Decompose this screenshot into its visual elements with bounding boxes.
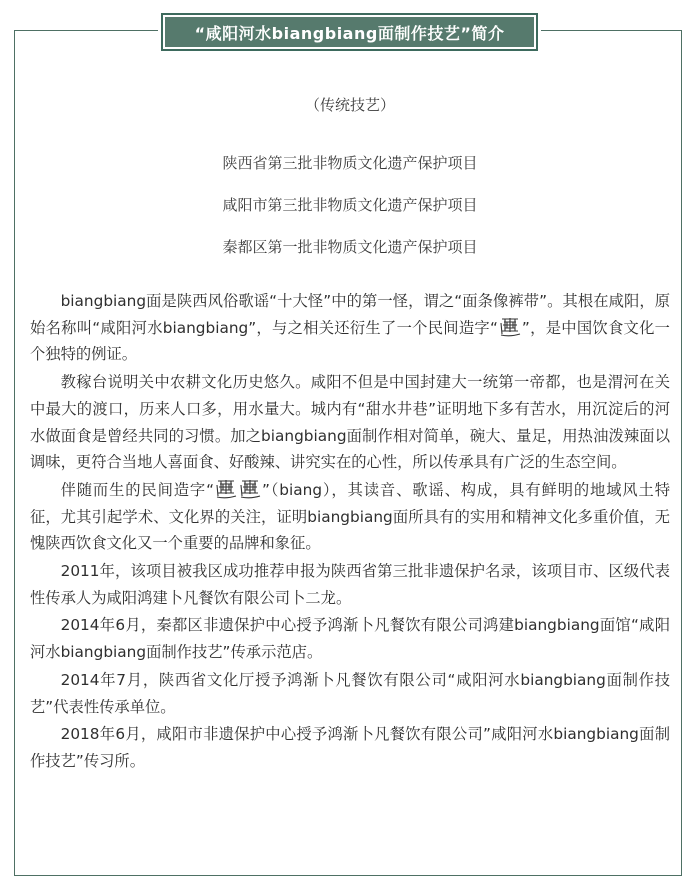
- paragraph-2014-july: 2014年7月，陕西省文化厅授予鸿渐卜凡餐饮有限公司“咸阳河水biangbiang面制作技艺”代表性传承单位。: [30, 670, 670, 716]
- category-label: （传统技艺）: [304, 96, 395, 114]
- paragraph-origin: biangbiang面是陕西风俗歌谣“十大怪”中的第一怪，谓之“面条像裤带”。其根在咸阳，原始名称叫“咸阳河水biangbiang”，与之相关还衍生了一个民间造字“ ”，是中国饮食文化一个独特的例证。: [30, 292, 670, 364]
- paragraph-2014-june: 2014年6月，秦都区非遗保护中心授予鸿渐卜凡餐饮有限公司鸿建biangbiang面馆“咸阳河水biangbiang面制作技艺”传承示范店。: [30, 616, 670, 662]
- title-banner: [158, 10, 541, 54]
- biang-character-icon: [499, 317, 521, 337]
- designation-district: 秦都区第一批非物质文化遗产保护项目: [222, 238, 478, 256]
- paragraph-2018: 2018年6月，咸阳市非遗保护中心授予鸿渐卜凡餐饮有限公司”咸阳河水biangbiang面制作技艺”传习所。: [30, 725, 670, 770]
- paragraph-character: 伴随而生的民间造字“ ”（biang），其读音、歌谣、构成，具有鲜明的地域风土特征，尤其引起学术、文化界的关注，证明biangbiang面所具有的实用和精神文化多重价值，无愧陕西饮食文化又一个重要的品牌和象征。: [30, 480, 670, 553]
- biang-character-icon: [215, 479, 237, 499]
- designation-city: 咸阳市第三批非物质文化遗产保护项目: [222, 196, 478, 214]
- intro-body: [30, 288, 670, 776]
- designation-province: 陕西省第三批非物质文化遗产保护项目: [222, 154, 478, 172]
- page-title: “咸阳河水biangbiang面制作技艺”简介: [165, 17, 534, 47]
- paragraph-history: 教稼台说明关中农耕文化历史悠久。咸阳不但是中国封建大一统第一帝都，也是渭河在关中最大的渡口，历来人口多，用水量大。城内有“甜水井巷”证明地下多有苦水，用沉淀后的河水做面食是曾经共同的习惯。加之biangbiang面制作相对简单，碗大、量足，用热油泼辣面以调味，更符合当地人喜面食、好酸辣、讲究实在的心性，所以传承具有广泛的生态空间。: [30, 373, 670, 472]
- biang-character-icon: [239, 479, 261, 499]
- paragraph-2011: 2011年，该项目被我区成功推荐申报为陕西省第三批非遗保护名录，该项目市、区级代表性传承人为咸阳鸿建卜凡餐饮有限公司卜二龙。: [30, 562, 670, 607]
